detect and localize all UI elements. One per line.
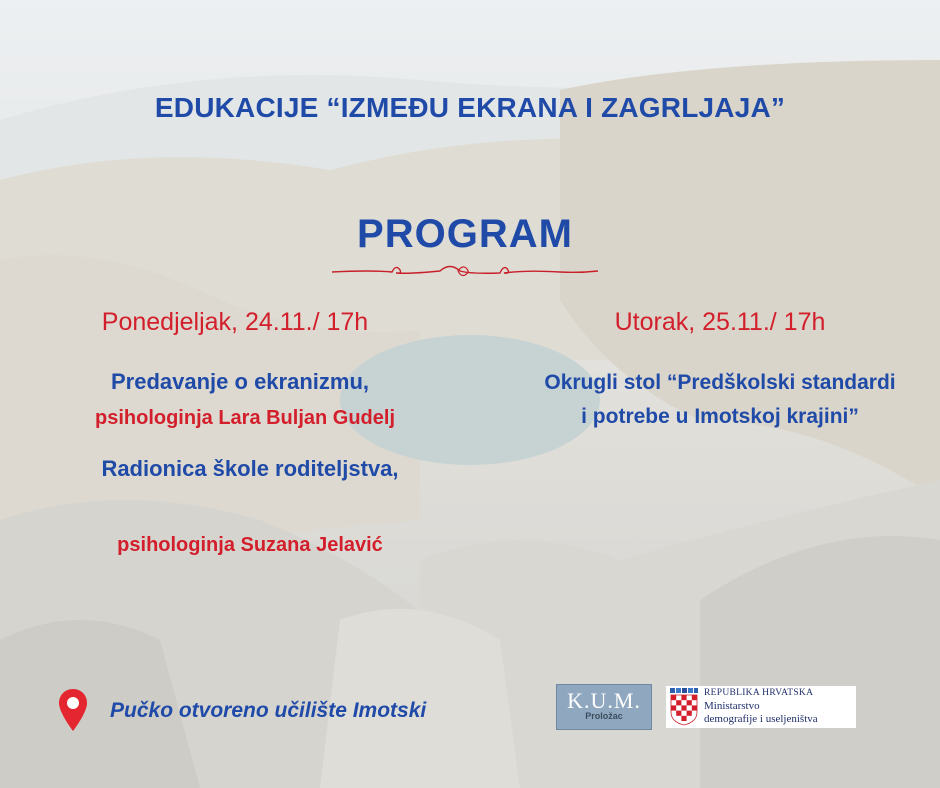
divider-ornament-icon [330, 260, 600, 280]
day1-date: Ponedjeljak, 24.11./ 17h [101, 308, 369, 336]
ministry-line-3: demografije i useljeništva [704, 713, 818, 725]
day1-event2-speaker: psihologinja Suzana Jelavić [117, 534, 383, 556]
day1-event1-title: Predavanje o ekranizmu, [111, 369, 369, 394]
kum-logo [556, 684, 652, 730]
day2-date: Utorak, 25.11./ 17h [614, 308, 826, 336]
ministry-line-2: Ministarstvo [704, 700, 760, 712]
croatian-coat-of-arms-icon [669, 688, 699, 726]
headline: EDUKACIJE “IZMEĐU EKRANA I ZAGRLJAJA” [154, 92, 786, 123]
location-pin-icon [58, 688, 88, 732]
ministry-line-1: REPUBLIKA HRVATSKA [704, 688, 814, 698]
ministry-logo [666, 686, 856, 728]
kum-logo-subtext: Proložac [585, 711, 623, 721]
day2-event-title: Okrugli stol “Predškolski standardi i potrebe u Imotskoj krajini” [544, 371, 896, 428]
day1-event1-speaker: psihologinja Lara Buljan Gudelj [94, 407, 396, 429]
kum-logo-text: K.U.M. [567, 688, 641, 713]
venue-text: Pučko otvoreno učilište Imotski [110, 699, 427, 722]
program-title: PROGRAM [357, 212, 573, 256]
day1-event2-title: Radionica škole roditeljstva, [101, 456, 399, 481]
